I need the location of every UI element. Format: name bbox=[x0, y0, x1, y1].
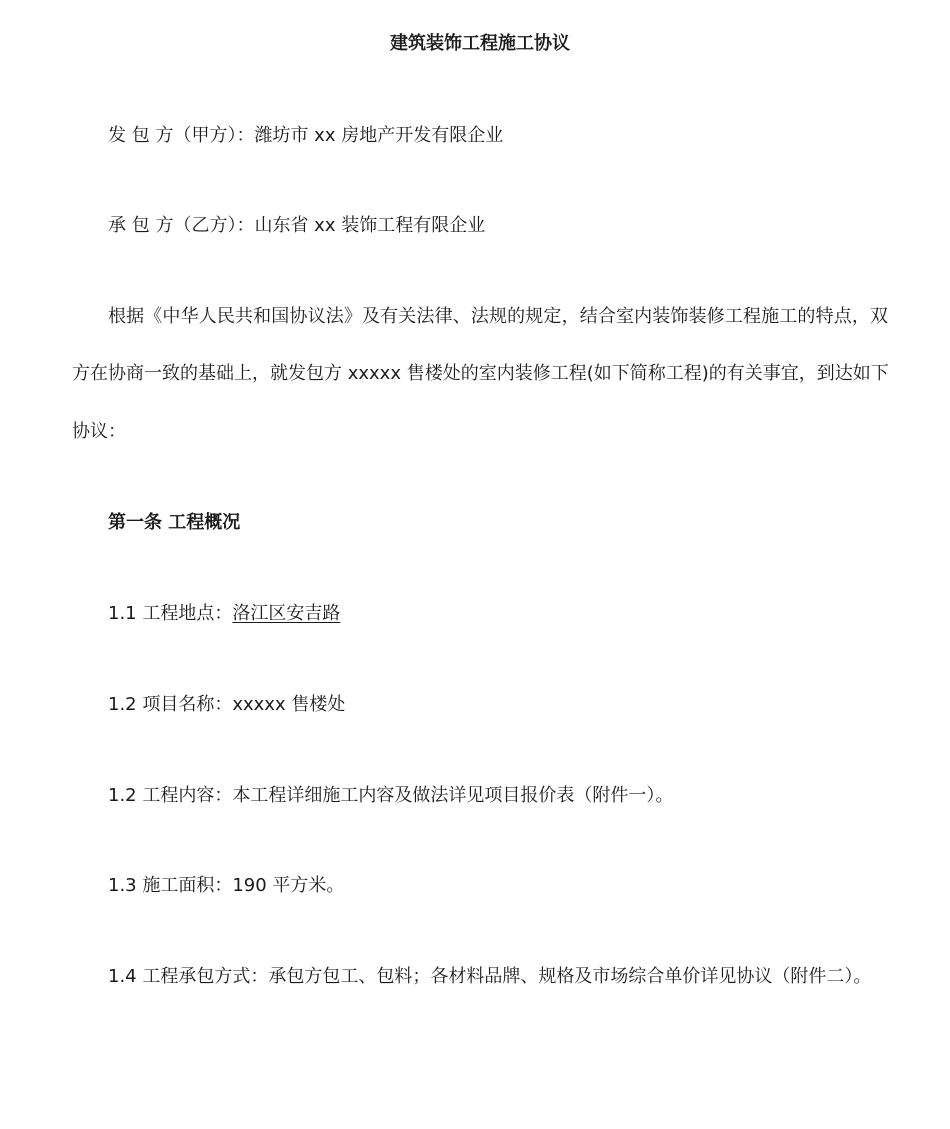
item-location bbox=[108, 602, 340, 626]
item-area: 1.3 施工面积：190 平方米。 bbox=[108, 875, 345, 896]
intro-paragraph-line-3: 协议： bbox=[72, 421, 126, 442]
item-location-value: 洛江区安吉路 bbox=[232, 603, 341, 624]
item-location-label: 1.1 工程地点： bbox=[108, 603, 233, 624]
item-project-name: 1.2 项目名称：xxxxx 售楼处 bbox=[108, 694, 346, 715]
section-heading: 第一条 工程概况 bbox=[108, 512, 241, 533]
party-a-line: 发 包 方（甲方）：潍坊市 xx 房地产开发有限企业 bbox=[108, 125, 504, 146]
item-contract-method: 1.4 工程承包方式：承包方包工、包料；各材料品牌、规格及市场综合单价详见协议（附件二）。 bbox=[108, 966, 872, 987]
document-title: 建筑装饰工程施工协议 bbox=[390, 33, 570, 54]
item-content: 1.2 工程内容：本工程详细施工内容及做法详见项目报价表（附件一）。 bbox=[108, 785, 674, 806]
party-b-line: 承 包 方（乙方）：山东省 xx 装饰工程有限企业 bbox=[108, 215, 486, 236]
intro-paragraph-line-2: 方在协商一致的基础上，就发包方 xxxxx 售楼处的室内装修工程(如下简称工程)的有关事宜，到达如下 bbox=[72, 363, 889, 384]
intro-paragraph-line-1: 根据《中华人民共和国协议法》及有关法律、法规的规定，结合室内装饰装修工程施工的特点，双 bbox=[108, 306, 888, 327]
